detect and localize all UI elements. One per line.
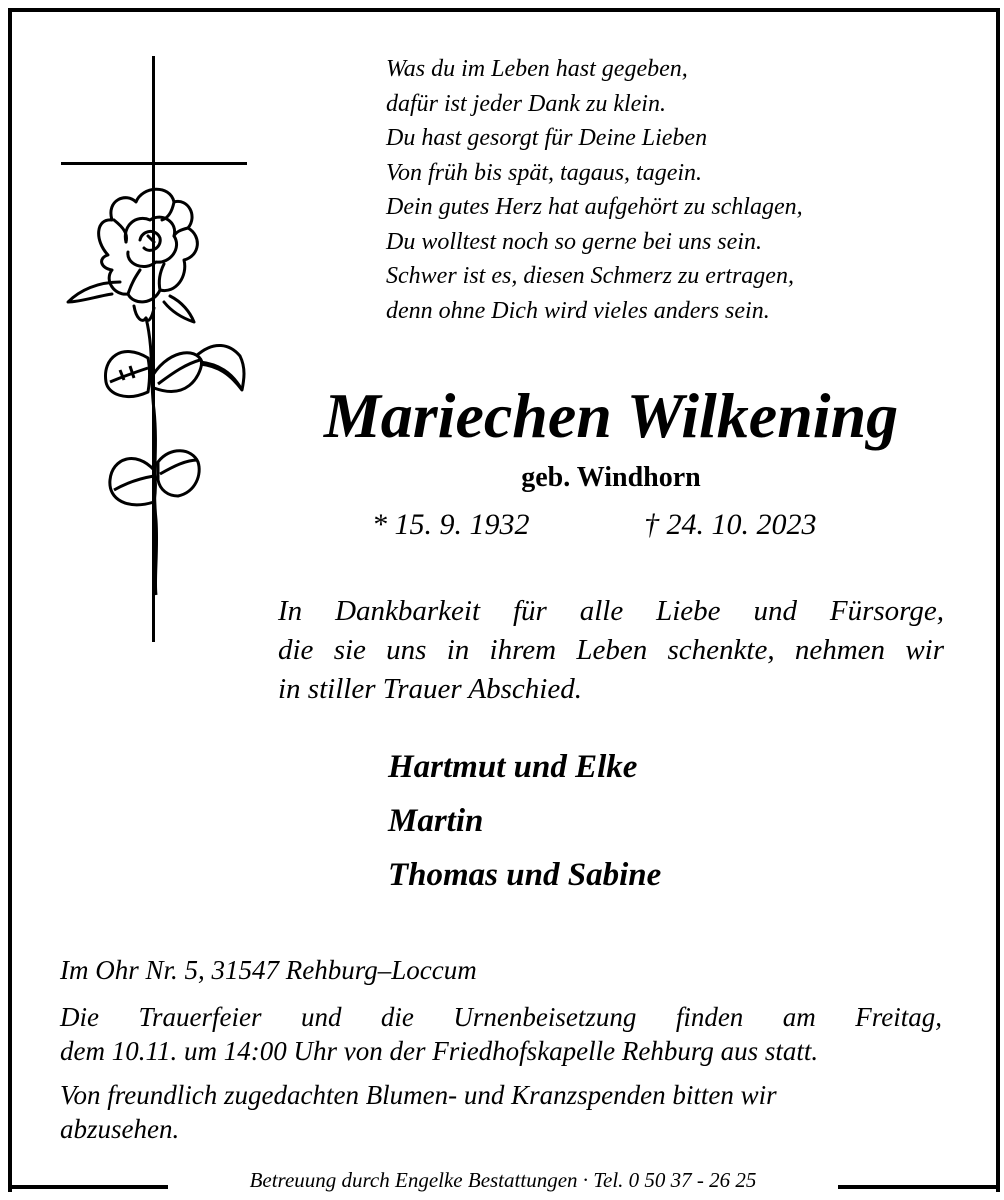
thanks-line: in stiller Trauer Abschied. xyxy=(278,673,582,705)
mourner: Hartmut und Elke xyxy=(388,749,638,785)
ceremony-line: Die Trauerfeier und die Urnenbeisetzung finden am Freitag, xyxy=(60,1002,942,1032)
mourner: Martin xyxy=(388,803,484,839)
thanks-line: In Dankbarkeit für alle Liebe und Fürsorge, xyxy=(278,595,944,627)
flowers-line: abzusehen. xyxy=(60,1114,180,1144)
poem-line: Von früh bis spät, tagaus, tagein. xyxy=(386,159,703,186)
ceremony-notice xyxy=(60,1000,942,1068)
poem-line: Du hast gesorgt für Deine Lieben xyxy=(386,125,708,151)
poem-line: Du wolltest noch so gerne bei uns sein. xyxy=(386,228,762,255)
bottom-rule-right xyxy=(838,1185,996,1189)
poem-line: Schwer ist es, diesen Schmerz zu ertragen, xyxy=(386,263,794,289)
cross-with-rose-icon xyxy=(50,50,250,650)
bottom-rule-left xyxy=(8,1185,168,1189)
address: Im Ohr Nr. 5, 31547 Rehburg–Loccum xyxy=(60,955,477,985)
birth-date: * 15. 9. 1932 xyxy=(372,508,530,541)
poem xyxy=(386,52,803,328)
funeral-home-footer: Betreuung durch Engelke Bestattungen · Tel. 0 50 37 - 26 25 xyxy=(168,1168,838,1192)
birth-name: geb. Windhorn xyxy=(521,462,701,493)
flowers-notice xyxy=(60,1078,942,1146)
poem-line: denn ohne Dich wird vieles anders sein. xyxy=(386,297,770,324)
mourner: Thomas und Sabine xyxy=(388,857,662,893)
thanks-line: die sie uns in ihrem Leben schenkte, nehmen wir xyxy=(278,634,944,666)
deceased-name: Mariechen Wilkening xyxy=(323,380,899,451)
death-date: † 24. 10. 2023 xyxy=(644,508,817,541)
poem-line: Was du im Leben hast gegeben, xyxy=(386,56,688,82)
poem-line: Dein gutes Herz hat aufgehört zu schlagen, xyxy=(386,194,803,220)
poem-line: dafür ist jeder Dank zu klein. xyxy=(386,90,666,117)
ceremony-line: dem 10.11. um 14:00 Uhr von der Friedhofskapelle Rehburg aus statt. xyxy=(60,1036,819,1066)
thanks-text xyxy=(278,592,944,709)
mourners-list xyxy=(388,740,661,902)
flowers-line: Von freundlich zugedachten Blumen- und Kranzspenden bitten wir xyxy=(60,1080,777,1110)
